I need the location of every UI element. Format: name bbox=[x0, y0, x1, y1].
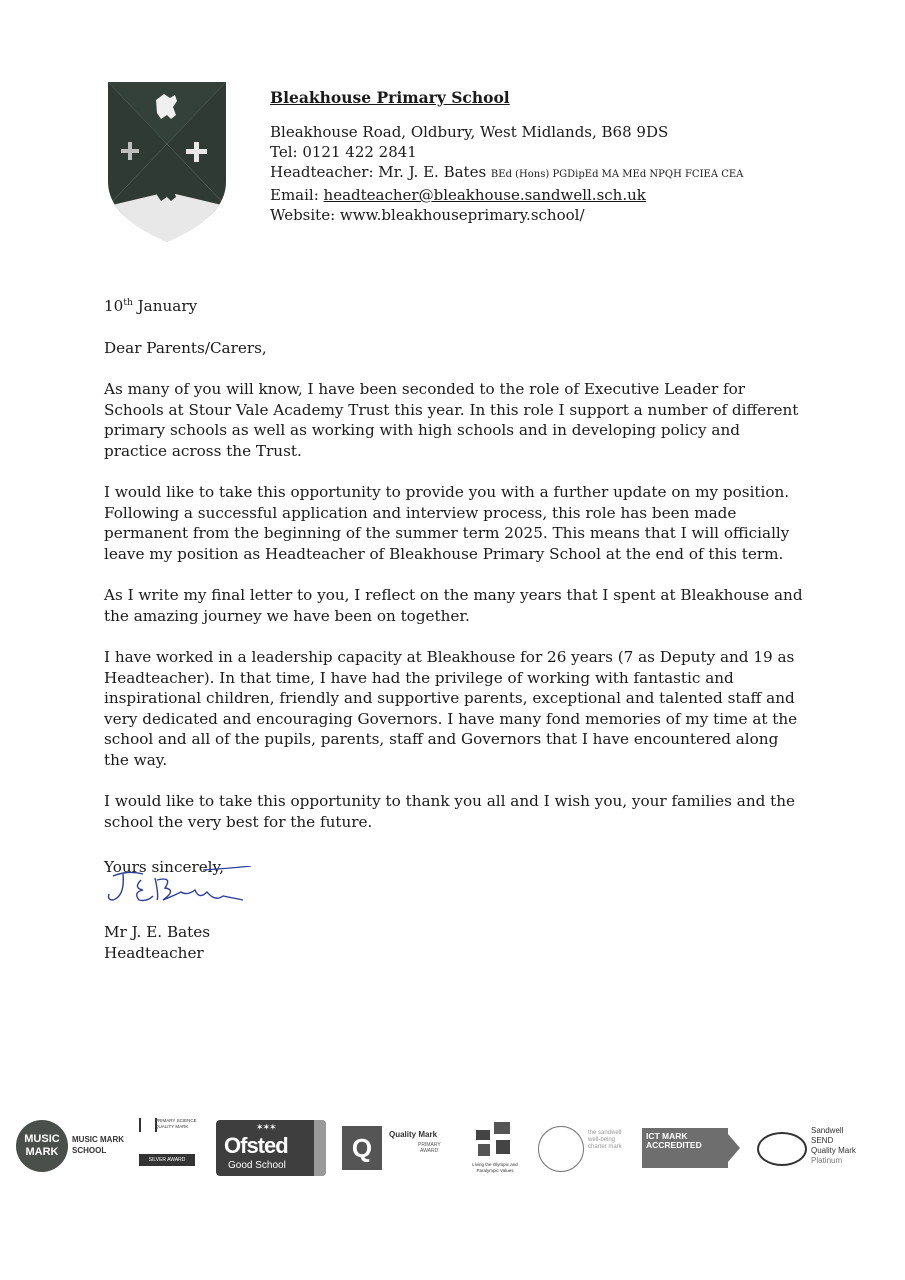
headteacher-qualifications: BEd (Hons) PGDipEd MA MEd NPQH FCIEA CEA bbox=[490, 169, 744, 180]
paragraph: As I write my final letter to you, I reflect on the many years that I spent at Bleakhouse and the amazing journey we have been on together. bbox=[104, 586, 803, 625]
send-quality-mark-logo bbox=[757, 1126, 892, 1174]
science-award-text: SILVER AWARD bbox=[148, 1157, 186, 1163]
ofsted-side-strip bbox=[314, 1120, 326, 1176]
school-tel: Tel: 0121 422 2841 bbox=[270, 143, 417, 161]
music-mark-text: MUSIC MARK bbox=[24, 1133, 60, 1158]
headteacher-label: Headteacher: Mr. J. E. Bates bbox=[270, 163, 487, 181]
letterhead bbox=[270, 88, 743, 225]
send-quality-mark-text: Quality Mark bbox=[811, 1146, 856, 1155]
letter-body bbox=[104, 293, 804, 853]
quality-mark-award-text: AWARD bbox=[420, 1148, 439, 1154]
ofsted-good-school-text: Good School bbox=[228, 1160, 286, 1171]
signoff-block bbox=[104, 922, 210, 963]
signer-name: Mr J. E. Bates bbox=[104, 923, 211, 941]
london-2012-icon bbox=[474, 1122, 514, 1158]
signer-title: Headteacher bbox=[104, 943, 204, 962]
ict-mark-logo bbox=[642, 1128, 740, 1170]
music-mark-circle-icon bbox=[16, 1120, 68, 1172]
ofsted-stars-icon: ✶✶✶ bbox=[256, 1122, 276, 1132]
send-platinum-text: Platinum bbox=[811, 1156, 843, 1165]
music-mark-school-text: MUSIC MARK SCHOOL bbox=[72, 1135, 124, 1155]
wellbeing-charter-logo bbox=[538, 1126, 630, 1176]
website-link[interactable]: www.bleakhouseprimary.school/ bbox=[339, 206, 585, 224]
school-name: Bleakhouse Primary School bbox=[270, 88, 510, 107]
olympic-values-logo bbox=[464, 1122, 526, 1182]
handwritten-signature bbox=[103, 866, 253, 914]
olympic-caption-text: Living the Olympic and Paralympic Values bbox=[472, 1162, 518, 1173]
salutation: Dear Parents/Carers, bbox=[104, 338, 267, 357]
date-month: January bbox=[137, 297, 198, 316]
wellbeing-head-icon bbox=[538, 1126, 584, 1172]
closing: Yours sincerely, bbox=[104, 858, 224, 876]
date-day: 10 bbox=[104, 297, 124, 316]
send-figures-icon bbox=[757, 1132, 807, 1166]
school-address: Bleakhouse Road, Oldbury, West Midlands, B68 9DS bbox=[270, 123, 669, 141]
headteacher-line bbox=[270, 162, 743, 185]
website-label: Website: bbox=[270, 206, 336, 224]
paragraph: I would like to take this opportunity to thank you all and I wish you, your families and the school the very best for the future. bbox=[104, 792, 796, 831]
letter-date bbox=[104, 293, 804, 317]
send-sandwell-text: Sandwell bbox=[811, 1126, 844, 1135]
quality-mark-q-icon: Q bbox=[342, 1126, 382, 1170]
science-mark-band bbox=[139, 1154, 195, 1166]
website-line bbox=[270, 205, 743, 225]
accreditation-logos bbox=[12, 1118, 892, 1188]
send-send-text: SEND bbox=[811, 1136, 834, 1145]
school-crest-logo bbox=[108, 82, 226, 242]
email-line bbox=[270, 185, 743, 205]
wellbeing-text: the sandwell well-being charter mark bbox=[588, 1130, 622, 1150]
ict-mark-text: ICT MARK ACCREDITED bbox=[646, 1131, 702, 1150]
quality-mark-logo bbox=[342, 1126, 452, 1174]
date-suffix: th bbox=[123, 298, 133, 308]
paragraph: As many of you will know, I have been seconded to the role of Executive Leader for Schools at Stour Vale Academy Trust this year. In this role I support a number of different primary schools as well as working with high schools and in developing policy and practice across the Trust. bbox=[104, 380, 799, 460]
paragraph: I would like to take this opportunity to provide you with a further update on my position. Following a successful application and interview process, this role has been made permanent from the beginning of the summer term 2025. This means that I will officially leave my position as Headteacher of Bleakhouse Primary School at the end of this term. bbox=[104, 483, 790, 563]
paragraph: I have worked in a leadership capacity at Bleakhouse for 26 years (7 as Deputy and 19 as Headteacher). In that time, I have had the privilege of working with fantastic and inspirational children, friendly and supportive parents, exceptional and talented staff and very dedicated and encouraging Governors. I have many fond memories of my time at the school and all of the pupils, parents, staff and Governors that I have encountered along the way. bbox=[104, 648, 798, 769]
quality-mark-text: Quality Mark bbox=[389, 1130, 438, 1139]
science-mark-text: PRIMARY SCIENCE QUALITY MARK bbox=[155, 1118, 197, 1129]
email-label: Email: bbox=[270, 186, 319, 204]
science-quality-mark-logo bbox=[137, 1118, 199, 1174]
ofsted-text: Ofsted bbox=[224, 1133, 288, 1158]
music-mark-logo bbox=[16, 1120, 131, 1172]
quality-mark-primary-text: PRIMARY bbox=[418, 1142, 441, 1148]
email-link[interactable]: headteacher@bleakhouse.sandwell.sch.uk bbox=[323, 186, 646, 204]
ofsted-logo bbox=[216, 1120, 326, 1176]
